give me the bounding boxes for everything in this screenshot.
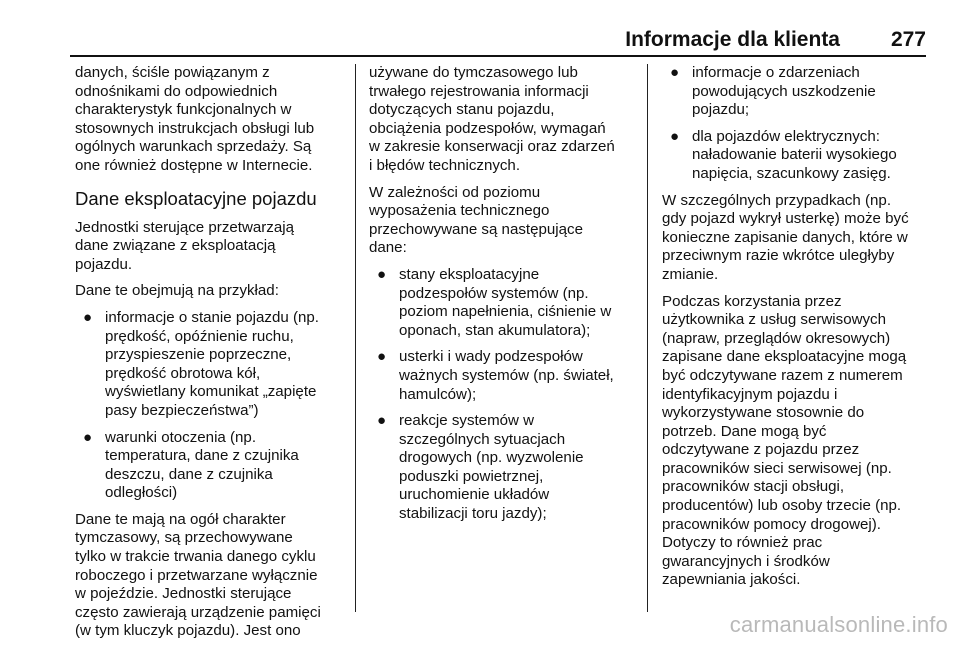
- list-item-text: informacje o zdarzeniach powodujących uszkodzenie pojazdu;: [692, 64, 876, 119]
- column-2: [369, 64, 641, 532]
- paragraph: W zależności od poziomu wyposażenia technicznego przechowywane są następujące dane:: [369, 183, 583, 257]
- list-item-text: stany eksploatacyjne podzespołów systemów (np. poziom napełnienia, ciśnienie w oponach, stan akumulatora);: [399, 265, 612, 339]
- page-header: [70, 28, 926, 54]
- paragraph: używane do tymczasowego lub trwałego rejestrowania informacji dotyczących stanu pojazdu, obciążenia podzespołów, wymagań w zakresie konserwacji oraz zdarzeń i błędów technicznych.: [369, 64, 615, 174]
- paragraph: Jednostki sterujące przetwarzają dane związane z eksploatacją pojazdu.: [75, 218, 294, 273]
- bullet-icon: ●: [670, 127, 680, 145]
- list-item: [662, 64, 934, 120]
- list-item: [369, 348, 641, 404]
- paragraph: danych, ściśle powiązanym z odnośnikami do odpowiednich charakterystyk funkcjonalnych w stosownych instrukcjach obsługi lub ogólnych warunkach sprzedaży. Są one również dostępne w Internecie.: [75, 64, 315, 174]
- column-divider-1: [355, 64, 356, 612]
- paragraph: Dane te mają na ogół charakter tymczasowy, są przechowywane tylko w trakcie trwania danego cyklu roboczego i przetwarzane wyłącznie w pojeździe. Jednostki sterujące często zawierają urządzenie pamięci (w tym kluczyk pojazdu). Jest ono: [75, 510, 321, 640]
- section-heading: Dane eksploatacyjne pojazdu: [75, 187, 317, 209]
- bullet-icon: ●: [377, 265, 387, 283]
- paragraph: Dane te obejmują na przykład:: [75, 282, 279, 300]
- list-item: [75, 429, 347, 503]
- bullet-icon: ●: [83, 308, 93, 326]
- list-item-text: dla pojazdów elektrycznych: naładowanie baterii wysokiego napięcia, szacunkowy zasięg.: [692, 127, 897, 182]
- paragraph: W szczególnych przypadkach (np. gdy pojazd wykrył usterkę) może być konieczne zapisanie danych, które w przeciwnym razie wkrótce uległyby zmianie.: [662, 191, 909, 283]
- bullet-list: [369, 266, 641, 524]
- bullet-icon: ●: [377, 348, 387, 366]
- column-3: [662, 64, 934, 598]
- header-rule: [70, 55, 926, 57]
- page-number: 277: [890, 28, 926, 51]
- list-item-text: usterki i wady podzespołów ważnych systemów (np. świateł, hamulców);: [399, 348, 614, 403]
- column-1: [75, 64, 347, 649]
- list-item: [369, 412, 641, 524]
- bullet-icon: ●: [83, 428, 93, 446]
- bullet-icon: ●: [377, 412, 387, 430]
- list-item-text: informacje o stanie pojazdu (np. prędkość, opóźnienie ruchu, przyspieszenie poprzeczne, prędkość obrotowa kół, wyświetlany komunikat „zapięte pasy bezpieczeństwa”): [105, 308, 319, 419]
- list-item: [369, 266, 641, 340]
- list-item: [662, 128, 934, 184]
- watermark: carmanualsonline.info: [729, 612, 948, 637]
- paragraph: Podczas korzystania przez użytkownika z usług serwisowych (napraw, przeglądów okresowych) zapisane dane eksploatacyjne mogą być odczytywane razem z numerem identyfikacyjnym pojazdu i wykorzystywane stosownie do potrzeb. Dane mogą być odczytywane z pojazdu przez pracowników sieci serwisowej (np. pracowników stacji obsługi, producentów) lub osoby trzecie (np. pracowników pomocy drogowej). Dotyczy to również prac gwarancyjnych i środków zapewniania jakości.: [662, 292, 907, 589]
- column-divider-2: [647, 64, 648, 612]
- list-item-text: warunki otoczenia (np. temperatura, dane z czujnika deszczu, dane z czujnika odległości): [105, 428, 299, 502]
- bullet-list: [662, 64, 934, 184]
- list-item-text: reakcje systemów w szczególnych sytuacjach drogowych (np. wyzwolenie poduszki powietrznej, uruchomienie układów stabilizacji toru jazdy);: [399, 412, 584, 523]
- bullet-icon: ●: [670, 64, 680, 81]
- list-item: [75, 309, 347, 421]
- header-title: Informacje dla klienta: [625, 28, 840, 51]
- bullet-list: [75, 309, 347, 503]
